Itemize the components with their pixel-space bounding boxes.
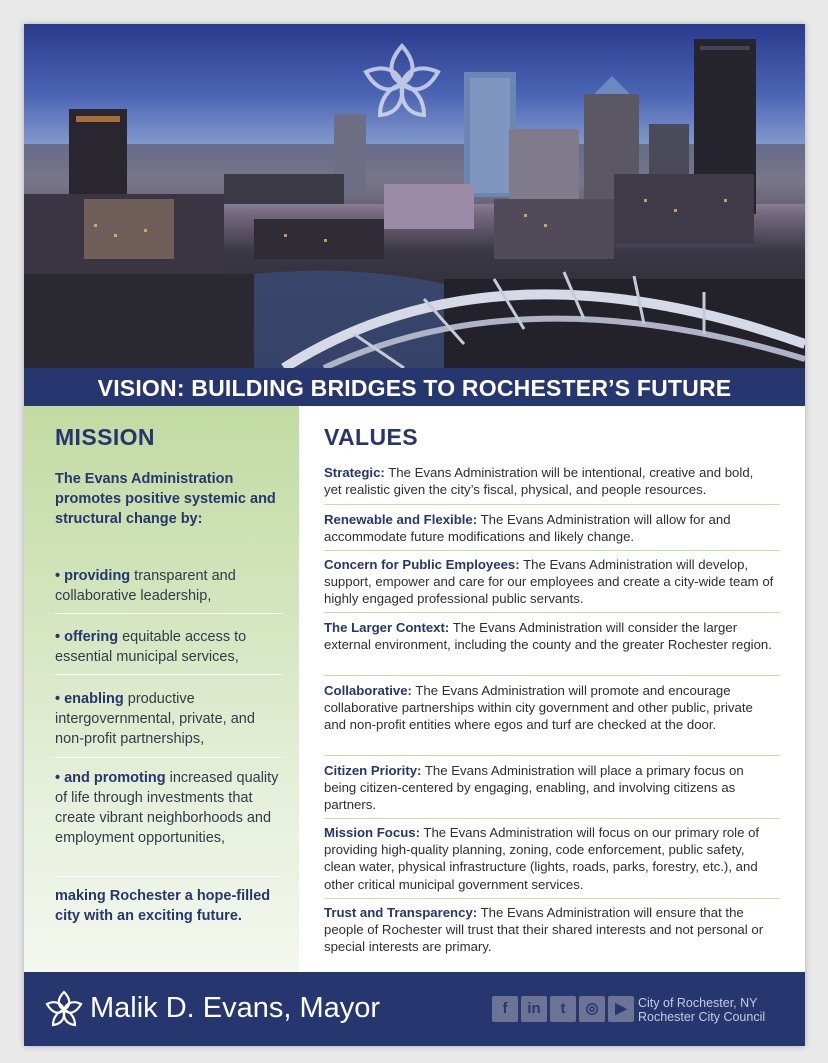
mission-item	[55, 627, 287, 667]
value-lead: The Larger Context:	[324, 620, 450, 635]
value-item-collaborative	[324, 682, 774, 734]
value-item-citizen-priority	[324, 762, 774, 814]
divider	[55, 674, 283, 675]
youtube-icon[interactable]: ▶	[608, 996, 634, 1022]
city-flower-logo-icon	[44, 990, 84, 1030]
value-lead: Citizen Priority:	[324, 763, 422, 778]
mission-panel	[24, 406, 299, 972]
divider	[324, 818, 780, 819]
value-text: The Evans Administration will focus on our primary role of providing high-quality planning, zoning, code enforcement, public safety, clean water, physical infrastructure (lights, roads, parks, forestry, etc.), and other critical municipal government services.	[324, 825, 760, 892]
value-text: The Evans Administration will develop, support, empower and care for our employees and create a city-wide team of highly engaged professional public servants.	[324, 557, 774, 607]
footer-bar	[24, 972, 805, 1046]
value-lead: Mission Focus:	[324, 825, 420, 840]
org-line-city: City of Rochester, NY	[638, 996, 758, 1010]
value-lead: Renewable and Flexible:	[324, 512, 478, 527]
organization-info	[638, 996, 765, 1024]
flyer-page	[24, 24, 805, 1046]
divider	[324, 504, 780, 505]
divider	[55, 876, 283, 877]
divider	[324, 612, 780, 613]
org-line-council: Rochester City Council	[638, 1010, 766, 1024]
value-text: The Evans Administration will promote and encourage collaborative partnerships within city government and other public, private and non-profit entities where egos and turf are checked at the door.	[324, 683, 753, 733]
value-item-renewable	[324, 511, 774, 545]
value-lead: Collaborative:	[324, 683, 412, 698]
value-text: The Evans Administration will ensure that the people of Rochester will trust that their shared interests and not personal or special interests are primary.	[324, 905, 764, 955]
value-text: The Evans Administration will place a primary focus on being citizen-centered by engaging, enabling, and involving citizens as partners.	[324, 763, 744, 813]
value-lead: Strategic:	[324, 465, 385, 480]
skyline-illustration	[24, 24, 805, 368]
value-item-mission-focus	[324, 824, 774, 893]
linkedin-icon[interactable]: in	[521, 996, 547, 1022]
divider	[324, 550, 780, 551]
divider	[324, 675, 780, 676]
value-lead: Concern for Public Employees:	[324, 557, 520, 572]
title-banner	[24, 368, 805, 406]
mission-closing: making Rochester a hope-filled city with an exciting future.	[55, 888, 271, 924]
value-item-strategic	[324, 464, 774, 498]
twitter-icon[interactable]: t	[550, 996, 576, 1022]
value-text: The Evans Administration will allow for and accommodate future modifications and likely change.	[324, 512, 731, 545]
divider	[55, 757, 283, 758]
mission-item-text: increased quality of life through investments that create vibrant neighborhoods and employment opportunities,	[55, 770, 279, 846]
value-item-employees	[324, 556, 774, 608]
divider	[55, 613, 283, 614]
divider	[324, 755, 780, 756]
value-lead: Trust and Transparency:	[324, 905, 478, 920]
mayor-name: Malik D. Evans, Mayor	[90, 992, 381, 1024]
value-text: The Evans Administration will consider the larger external environment, including the county and the greater Rochester region.	[324, 620, 772, 653]
mission-item-lead: • enabling	[55, 691, 124, 707]
mission-item	[55, 689, 287, 749]
facebook-icon[interactable]: f	[492, 996, 518, 1022]
mission-item	[55, 566, 287, 606]
value-item-trust	[324, 904, 774, 956]
mission-item-text: productive intergovernmental, private, and non-profit partnerships,	[55, 691, 255, 747]
page-title: VISION: BUILDING BRIDGES TO ROCHESTER’S FUTURE	[97, 375, 732, 401]
mission-item-lead: • and promoting	[55, 770, 166, 786]
mission-item-text: equitable access to essential municipal services,	[55, 629, 247, 665]
value-text: The Evans Administration will be intentional, creative and bold, yet realistic given the city’s fiscal, physical, and people resources.	[324, 465, 754, 498]
mission-item	[55, 768, 287, 848]
mission-heading: MISSION	[55, 424, 155, 450]
divider	[324, 898, 780, 899]
mission-item-lead: • providing	[55, 568, 131, 584]
social-icons	[492, 996, 634, 1022]
mission-item-text: transparent and collaborative leadership,	[55, 568, 236, 604]
city-skyline-photo	[24, 24, 805, 368]
value-item-larger-context	[324, 619, 774, 653]
mission-item-lead: • offering	[55, 629, 119, 645]
values-heading: VALUES	[324, 424, 418, 450]
mission-intro: The Evans Administration promotes positive systemic and structural change by:	[55, 471, 276, 527]
instagram-icon[interactable]: ◎	[579, 996, 605, 1022]
